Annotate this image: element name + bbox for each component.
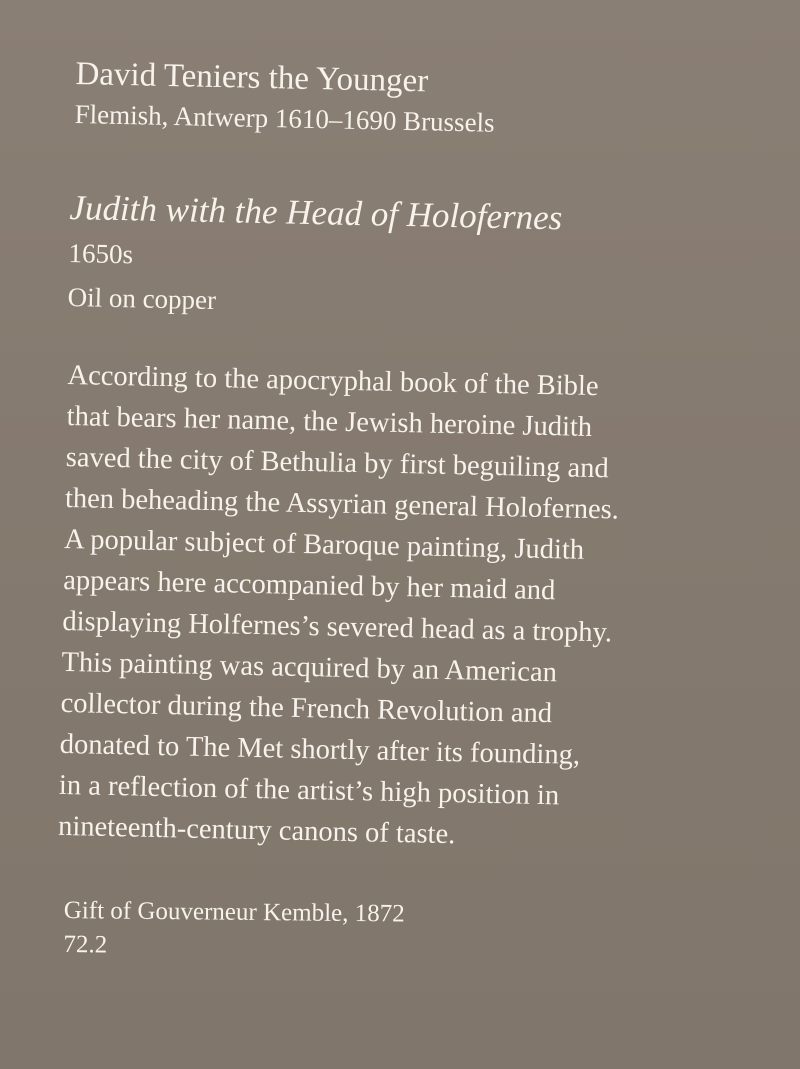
artwork-title: Judith with the Head of Holofernes — [69, 187, 563, 238]
description-line: donated to The Met shortly after its founding, — [59, 728, 581, 771]
description-line: nineteenth-century canons of taste. — [57, 810, 456, 851]
description-line: This painting was acquired by an American — [61, 646, 558, 689]
description-line: displaying Holfernes’s severed head as a trophy. — [62, 605, 613, 649]
description-line: appears here accompanied by her maid and — [62, 564, 556, 607]
credit-block — [63, 894, 764, 969]
description-line: in a reflection of the artist’s high position in — [58, 769, 560, 812]
artist-name: David Teniers the Younger — [75, 55, 429, 100]
description-line: then beheading the Assyrian general Holofernes. — [64, 482, 620, 526]
accession-number: 72.2 — [63, 930, 108, 959]
description-line: collector during the French Revolution and — [60, 687, 553, 730]
credit-line: Gift of Gouverneur Kemble, 1872 — [63, 896, 405, 928]
artwork-block — [67, 185, 770, 334]
description-line: saved the city of Bethulia by first beguiling and — [65, 441, 610, 485]
description-paragraph — [58, 355, 768, 862]
artwork-medium: Oil on copper — [67, 281, 217, 316]
description-line: A popular subject of Baroque painting, Judith — [63, 523, 585, 566]
artist-origin: Flemish, Antwerp 1610–1690 Brussels — [74, 98, 495, 138]
description-line: According to the apocryphal book of the Bible — [67, 359, 599, 403]
artwork-date: 1650s — [68, 237, 134, 270]
artist-block — [74, 52, 776, 147]
description-line: that bears her name, the Jewish heroine Judith — [66, 400, 593, 443]
